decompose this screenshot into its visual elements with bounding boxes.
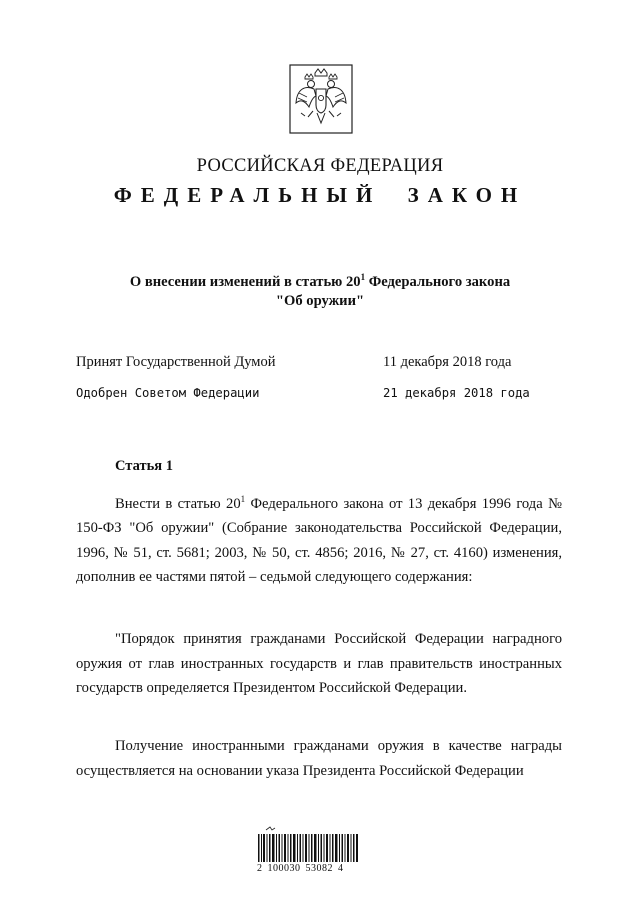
- law-title-line-1: [0, 268, 640, 292]
- law-title-superscript: 1: [360, 272, 366, 282]
- article-paragraph-1-text-end: Федерального закона от 13 декабря 1996 года № 150-ФЗ "Об оружии" (Собрание законодательства Российской Федерации, 1996, № 51, ст. 5681; 2003, № 50, ст. 4856; 2016, № 27, ст. 4160) изменения, дополнив ее частями пятой – седьмой следующего содержания:: [76, 495, 562, 586]
- duma-adoption-label: Принят Государственной Думой: [76, 354, 276, 370]
- law-title-text: О внесении изменений в статью 20: [129, 273, 361, 290]
- article-heading: Статья 1: [115, 458, 173, 474]
- article-paragraph-2: "Порядок принятия гражданами Российской Федерации наградного оружия от глав иностранных государств и глав правительств иностранных государств определяется Президентом Российской Федерации.: [76, 631, 562, 696]
- country-name: РОССИЙСКАЯ ФЕДЕРАЦИЯ: [196, 156, 444, 176]
- law-title: [0, 268, 640, 311]
- article-paragraph-1-superscript: 1: [240, 494, 246, 504]
- barcode-number: 2 100030 53082 4: [257, 863, 344, 874]
- council-approval-date: 21 декабря 2018 года: [383, 386, 530, 400]
- article-paragraph-1: [76, 487, 562, 590]
- law-type-heading: ФЕДЕРАЛЬНЫЙ ЗАКОН: [113, 183, 527, 207]
- duma-adoption-date: 11 декабря 2018 года: [383, 354, 512, 370]
- law-title-text-end: Федерального закона: [365, 273, 511, 290]
- article-paragraph-3: Получение иностранными гражданами оружия в качестве награды осуществляется на основании указа Президента Российской Федерации: [76, 738, 562, 779]
- coat-of-arms-emblem: [287, 63, 355, 135]
- law-title-line-2: "Об оружии": [275, 292, 365, 309]
- council-approval-label: Одобрен Советом Федерации: [76, 386, 260, 400]
- article-paragraph-1-text: Внести в статью 20: [115, 495, 241, 512]
